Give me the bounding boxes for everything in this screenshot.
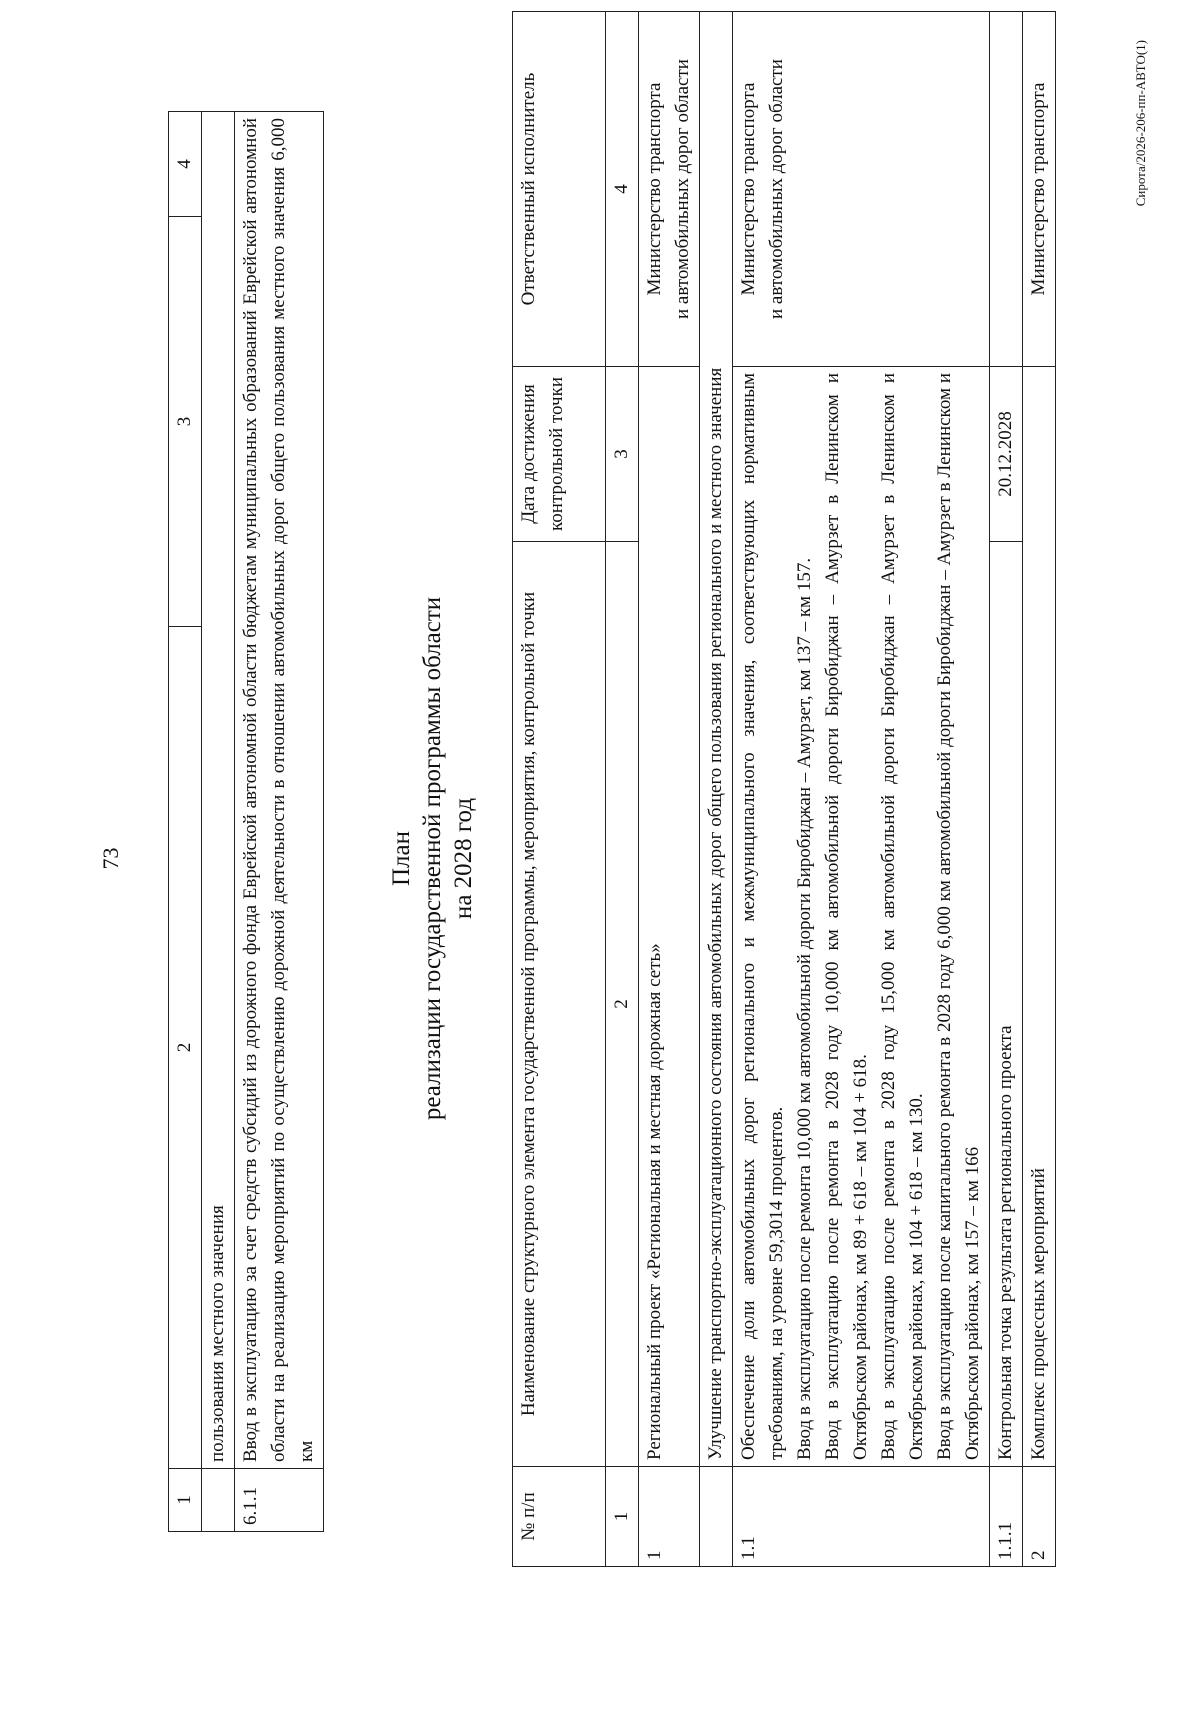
- col-number-2: 2: [169, 627, 202, 1469]
- row-text: Ввод в эксплуатацию за счет средств субсидий из дорожного фонда Еврейской автономной области бюджетам муниципальных образований Еврейской автономной области на реализацию мероприятий по осуществлению дорожной деятельности в отношении автомобильных дорог общего пользования местного значения 6,000 км: [235, 112, 324, 1469]
- item-paragraph: Обеспечение доли автомобильных дорог регионального и межмуниципального значения, соответствующих нормативным требованиям, на уровне 59,3014 процентов.: [738, 373, 787, 1460]
- empty-cell: [700, 1467, 733, 1567]
- header-name: Наименование структурного элемента государственной программы, мероприятия, контрольной точки: [513, 542, 606, 1467]
- page-number: 73: [98, 847, 123, 870]
- header-executor: Ответственный исполнитель: [513, 12, 606, 367]
- document-code: Сирота/2026-206-пп-АВТО(1): [1133, 40, 1148, 207]
- project-row: [639, 12, 700, 1567]
- column-number-row: [169, 112, 202, 1532]
- project-num: 1: [639, 1467, 700, 1567]
- plan-subtitle: реализации государственной программы области: [419, 596, 446, 1121]
- table-row: [235, 112, 324, 1532]
- item-executor: [733, 12, 990, 367]
- goal-row: [700, 12, 733, 1567]
- item-paragraph: Ввод в эксплуатацию после ремонта в 2028 году 10,000 км автомобильной дороги Биробиджан – Амурзет в Ленинском и Октябрьском районах, км 89 + 618 – км 104 + 618.: [822, 373, 871, 1460]
- header-num: № п/п: [513, 1467, 606, 1567]
- complex-row: [1023, 12, 1056, 1567]
- continuation-table: [168, 111, 324, 1532]
- complex-name: Комплекс процессных мероприятий: [1023, 367, 1056, 1467]
- item-paragraph: Ввод в эксплуатацию после ремонта в 2028 году 15,000 км автомобильной дороги Биробиджан – Амурзет в Ленинском и Октябрьском районах, км 104 + 618 – км 130.: [878, 373, 927, 1460]
- header-date: Дата достижения контрольной точки: [513, 367, 606, 542]
- plan-year: на 2028 год: [450, 797, 477, 920]
- checkpoint-row: [990, 12, 1023, 1567]
- col-number-2: 2: [606, 542, 639, 1467]
- item-executor-line2: и автомобильных дорог области: [766, 59, 787, 319]
- goal-text: Улучшение транспортно-эксплуатационного состояния автомобильных дорог общего пользования регионального и местного значения: [700, 12, 733, 1467]
- col-number-4: 4: [606, 12, 639, 367]
- continuation-text: пользования местного значения: [202, 112, 235, 1469]
- item-text: [733, 367, 990, 1467]
- row-number: 6.1.1: [235, 1469, 324, 1532]
- project-name: Региональный проект «Региональная и местная дорожная сеть»: [639, 367, 700, 1467]
- empty-cell: [990, 12, 1023, 367]
- plan-title: План: [388, 831, 415, 887]
- continuation-row: [202, 112, 235, 1532]
- item-num: 1.1: [733, 1467, 990, 1567]
- item-row: [733, 12, 990, 1567]
- header-row: [513, 12, 606, 1567]
- project-executor: [639, 12, 700, 367]
- plan-table: [512, 11, 1056, 1567]
- complex-executor: Министерство транспорта: [1023, 12, 1056, 367]
- col-number-3: 3: [606, 367, 639, 542]
- plan-title-block: [386, 0, 479, 1717]
- col-number-1: 1: [606, 1467, 639, 1567]
- checkpoint-num: 1.1.1: [990, 1467, 1023, 1567]
- project-executor-line2: и автомобильных дорог области: [672, 59, 693, 319]
- col-number-4: 4: [169, 112, 202, 217]
- checkpoint-name: Контрольная точка результата регионального проекта: [990, 542, 1023, 1467]
- column-number-row: [606, 12, 639, 1567]
- empty-cell: [202, 1469, 235, 1532]
- col-number-1: 1: [169, 1469, 202, 1532]
- checkpoint-date: 20.12.2028: [990, 367, 1023, 542]
- item-paragraph: Ввод в эксплуатацию после капитального ремонта в 2028 году 6,000 км автомобильной дороги Биробиджан – Амурзет в Ленинском и Октябрьском районах, км 157 – км 166: [934, 373, 983, 1460]
- item-executor-line1: Министерство транспорта: [738, 82, 759, 296]
- col-number-3: 3: [169, 217, 202, 627]
- item-paragraph: Ввод в эксплуатацию после ремонта 10,000 км автомобильной дороги Биробиджан – Амурзет, км 137 – км 157.: [794, 557, 815, 1460]
- project-executor-line1: Министерство транспорта: [644, 82, 665, 296]
- complex-num: 2: [1023, 1467, 1056, 1567]
